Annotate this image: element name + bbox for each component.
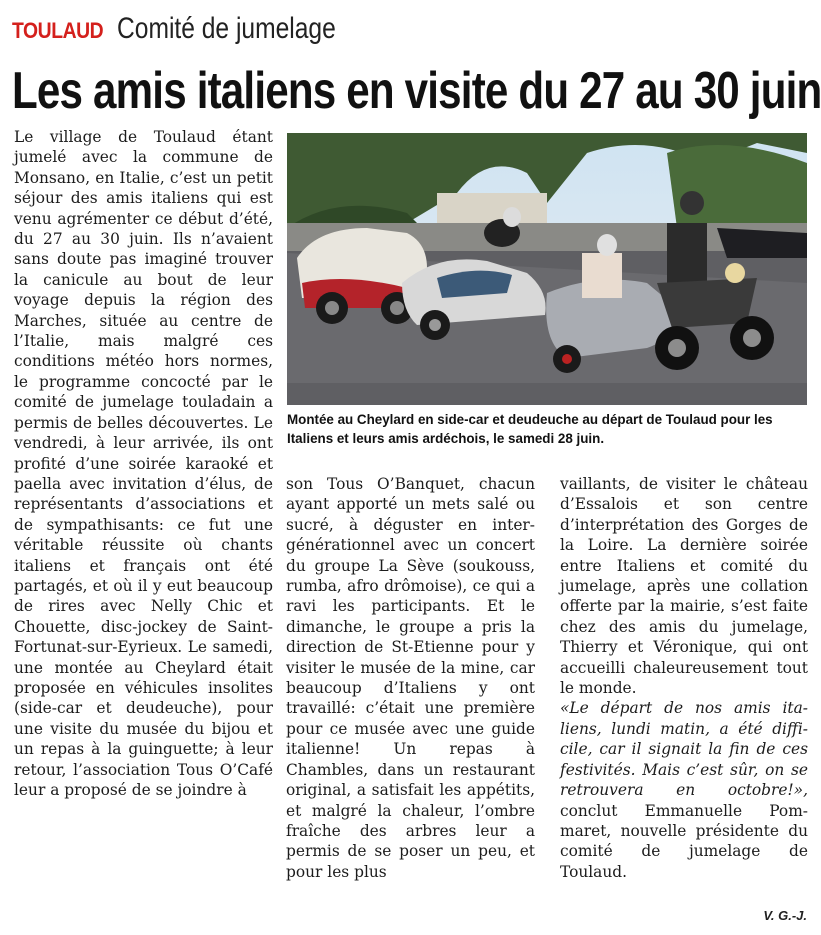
article-column-1 (14, 127, 273, 927)
column-1-text: Le village de Toulaud étant jumelé avec la commune de Monsano, en Italie, c’est un petit séjour des amis italiens qui est venu agrémenter ce début d’été, du 27 au 30 juin. Ils n’avaient sans doute pas imaginé trouver la canicule au bout de leur voyage depuis la région des Marches, située au centre de l’Italie, mais malgré ces conditions météo hors normes, le programme concocté par le comité de jumelage touladain a permis de belles découvertes. Le vendredi, à leur arrivée, ils ont profité d’une soirée karaoké et paella avec invitation d’élus, de représentants d’associations et de sympathisants: ce fut une véritable réussite où chants italiens et français ont été partagés, et où il y eut beaucoup de rires avec Nelly Chic et Chouette, disc-jockey de Saint-Fortunat-sur-Eyrieux. Le samedi, une montée au Cheylard était proposée en véhicules insolites (side-car et deudeuche), pour une visite du musée du bijou et un repas à la guinguette; à leur retour, l’association Tous O’Café leur a proposé de se joindre à (14, 128, 273, 799)
section-kicker (12, 12, 384, 52)
column-3-conclusion: conclut Emmanuelle Pommaret, nouvelle présidente du comité de jumelage de Toulaud. (560, 801, 808, 881)
kicker-rubric: Comité de jumelage (117, 12, 336, 45)
article-column-3 (560, 474, 808, 910)
closing-quote: «Le départ de nos amis italiens, lundi matin, a été difficile, car il signait la fin de ces festivités. Mais c’est sûr, on se retrouvera en octobre!», (560, 699, 808, 800)
column-3-text: vaillants, de visiter le château d’Essalois et son centre d’interprétation des Gorges de la Loire. La dernière soirée entre Italiens et comité du jumelage, après une collation offerte par la mairie, s’est faite chez des amis du jumelage, Thierry et Véronique, qui ont accueilli chaleureusement tout le monde. (560, 475, 808, 698)
author-signature: V. G.-J. (763, 908, 807, 923)
article-photo (287, 133, 807, 405)
photo-caption: Montée au Cheylard en side-car et deudeuche au départ de Toulaud pour les Italiens et leurs amis ardéchois, le samedi 28 juin. (287, 412, 773, 446)
photo-illustration (287, 133, 807, 405)
kicker-place: TOULAUD (12, 18, 104, 43)
article-headline: Les amis italiens en visite du 27 au 30 juin (12, 62, 821, 120)
article-column-2 (286, 474, 535, 930)
column-2-text: son Tous O’Banquet, chacun ayant apporté un mets salé ou sucré, à déguster en intergénérationnel avec un concert du groupe La Sève (soukouss, rumba, afro drômoise), ce qui a ravi les participants. Et le dimanche, le groupe a pris la direction de St-Etienne pour y visiter le musée de la mine, car beaucoup d’Italiens y ont travaillé: c’était une première pour ce musée avec une guide italienne! Un repas à Chambles, dans un restaurant original, a satisfait les appétits, et malgré la chaleur, l’ombre fraîche des arbres leur a permis de se poser un peu, et pour les plus (286, 475, 535, 881)
